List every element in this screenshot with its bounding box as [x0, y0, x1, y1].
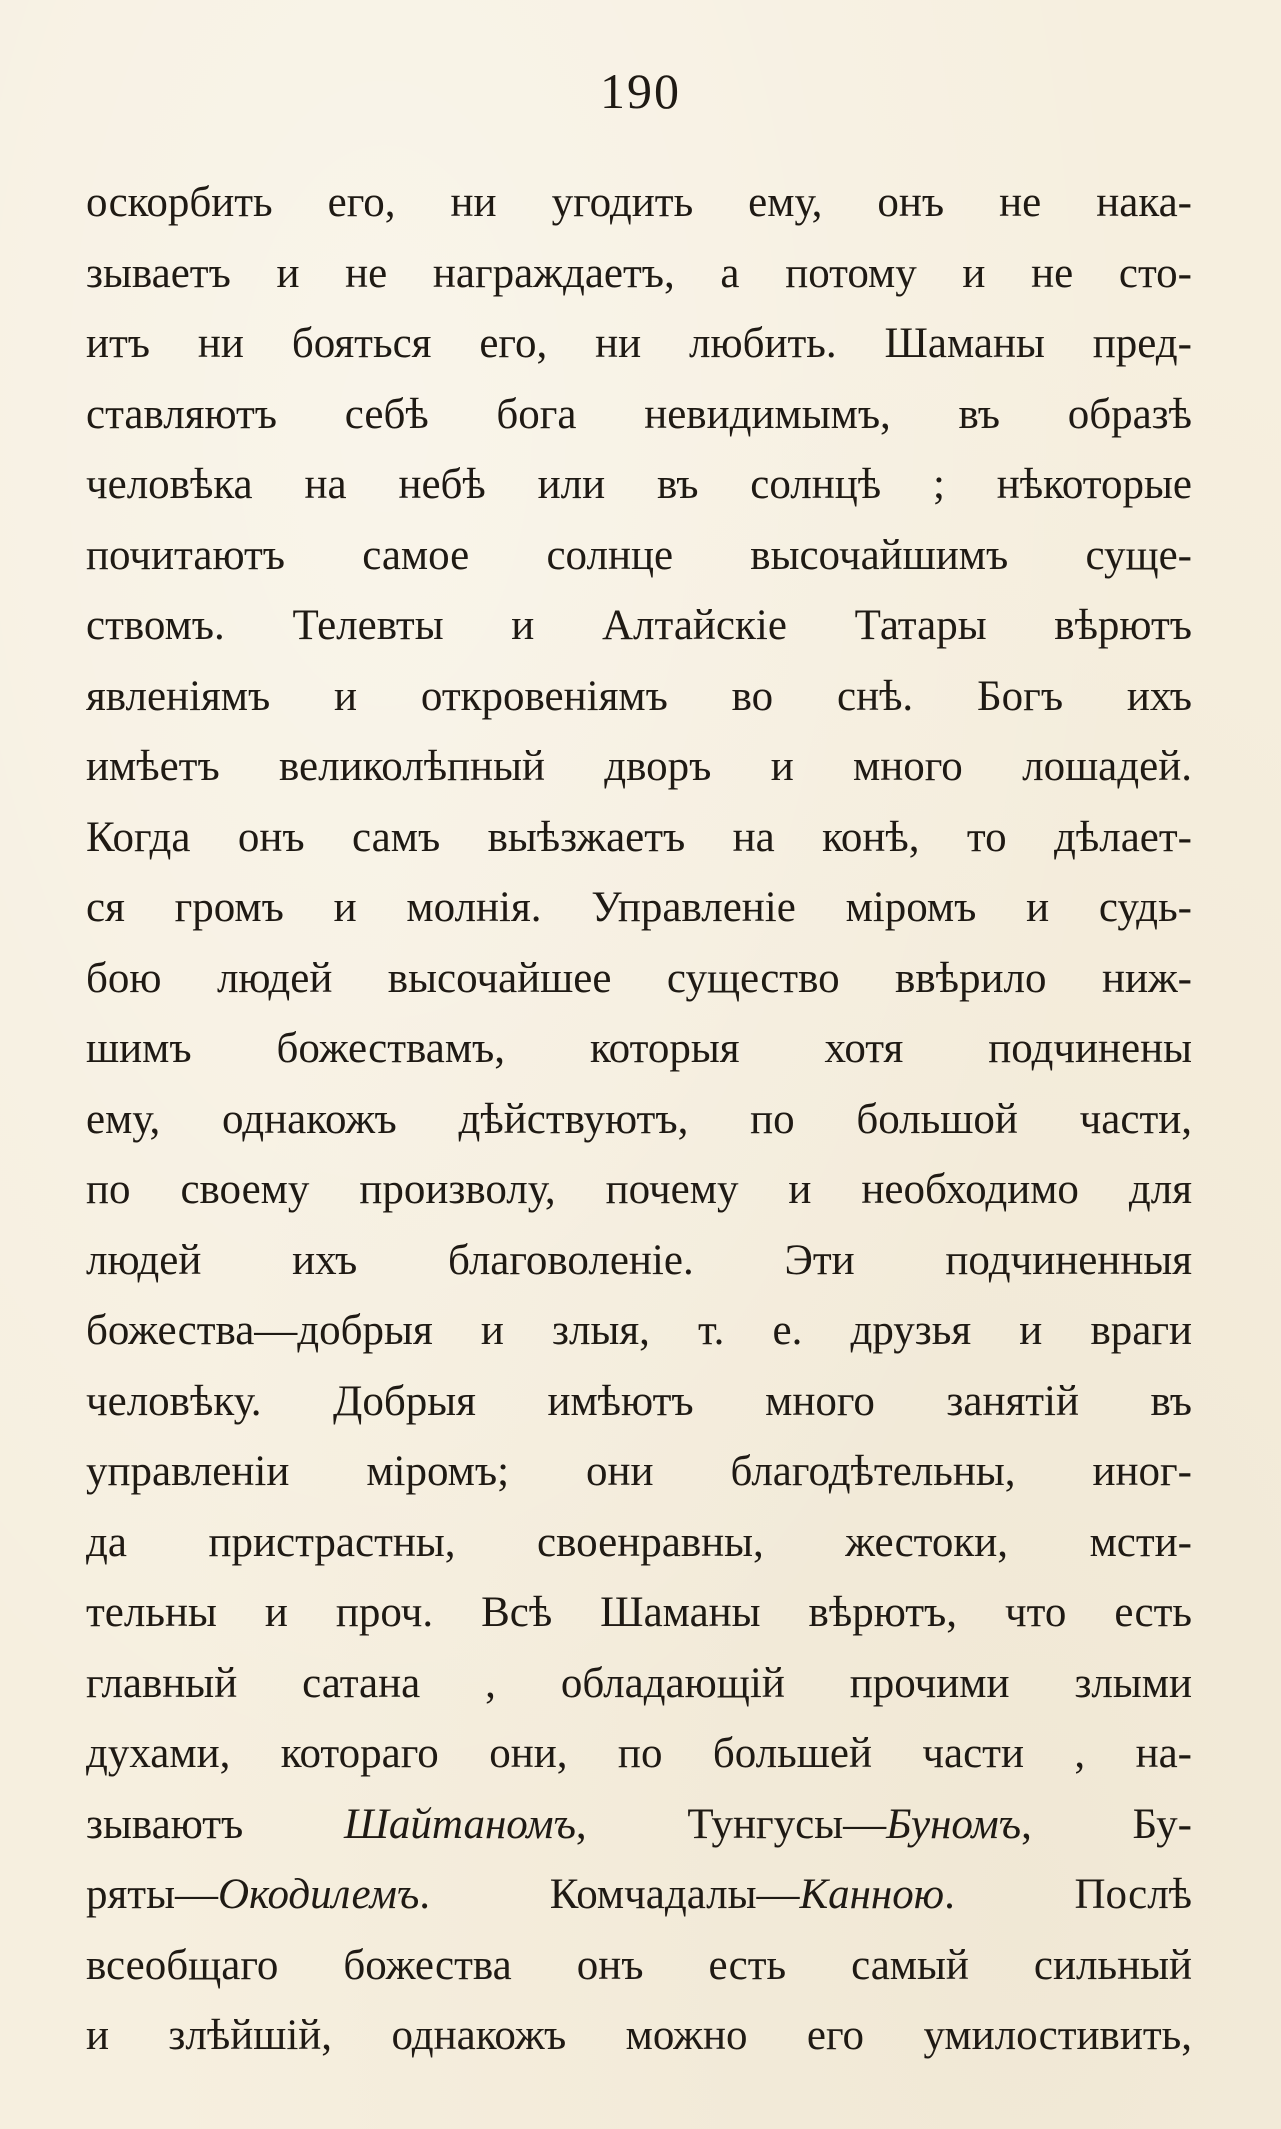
text-line: да пристрастны, своенравны, жестоки, мсти- — [86, 1518, 1192, 1566]
text-line: ставляютъ себѣ бога невидимымъ, въ образѣ — [86, 390, 1192, 438]
text-line: главный сатана , обладающій прочими злыми — [86, 1659, 1192, 1707]
text-line: человѣку. Добрыя имѣютъ много занятій въ — [86, 1377, 1192, 1425]
text-line: ему, однакожъ дѣйствуютъ, по большой части, — [86, 1095, 1192, 1143]
text-line: по своему произволу, почему и необходимо для — [86, 1166, 1192, 1213]
italic-name-bunom: Буномъ — [886, 1800, 1022, 1848]
text-line: шимъ божествамъ, которыя хотя подчинены — [86, 1025, 1192, 1072]
line-segment: , Тунгусы— — [575, 1800, 887, 1848]
line-segment: , Бу- — [1021, 1800, 1192, 1848]
text-line: всеобщаго божества онъ есть самый сильный — [86, 1941, 1192, 1989]
text-line: зываетъ и не награждаетъ, а потому и не сто- — [86, 249, 1192, 297]
line-segment: ряты— — [86, 1871, 218, 1918]
text-line: человѣка на небѣ или въ солнцѣ ; нѣкоторые — [86, 461, 1192, 508]
line-segment: зываютъ — [86, 1800, 345, 1848]
text-line: ствомъ. Телевты и Алтайскіе Татары вѣрютъ — [86, 602, 1192, 649]
text-line: людей ихъ благоволеніе. Эти подчиненныя — [86, 1236, 1192, 1284]
line-segment: . Послѣ — [944, 1871, 1192, 1918]
text-line-mixed — [86, 1790, 1192, 1861]
text-line-mixed — [86, 1860, 1192, 1931]
text-line: имѣетъ великолѣпный дворъ и много лошадей. — [86, 743, 1192, 790]
text-line: оскорбить его, ни угодить ему, онъ не нака- — [86, 179, 1192, 226]
text-line: духами, котораго они, по большей части , на- — [86, 1730, 1192, 1777]
italic-name-okodilem: Окодилемъ — [217, 1871, 420, 1918]
text-line: Когда онъ самъ выѣзжаетъ на конѣ, то дѣлает- — [86, 813, 1192, 861]
line-segment: . Комчадалы— — [419, 1871, 800, 1918]
text-line: управленіи міромъ; они благодѣтельны, иног- — [86, 1448, 1192, 1495]
text-line: тельны и проч. Всѣ Шаманы вѣрютъ, что есть — [86, 1589, 1192, 1636]
italic-name-shaitan: Шайтаномъ — [344, 1800, 576, 1848]
text-line: явленіямъ и откровеніямъ во снѣ. Богъ ихъ — [86, 672, 1192, 720]
page-number: 190 — [600, 63, 681, 119]
text-line: почитаютъ самое солнце высочайшимъ суще- — [86, 531, 1192, 579]
text-line: божества—добрыя и злыя, т. е. друзья и враги — [86, 1307, 1192, 1354]
body-text — [86, 168, 1192, 2072]
italic-name-kannoyu: Канною — [799, 1871, 945, 1918]
text-line: ся громъ и молнія. Управленіе міромъ и судь- — [86, 884, 1192, 931]
text-line: и злѣйшій, однакожъ можно его умилостивить, — [86, 2012, 1192, 2059]
text-line: итъ ни бояться его, ни любить. Шаманы пред- — [86, 320, 1192, 367]
text-line: бою людей высочайшее существо ввѣрило ниж- — [86, 954, 1192, 1002]
